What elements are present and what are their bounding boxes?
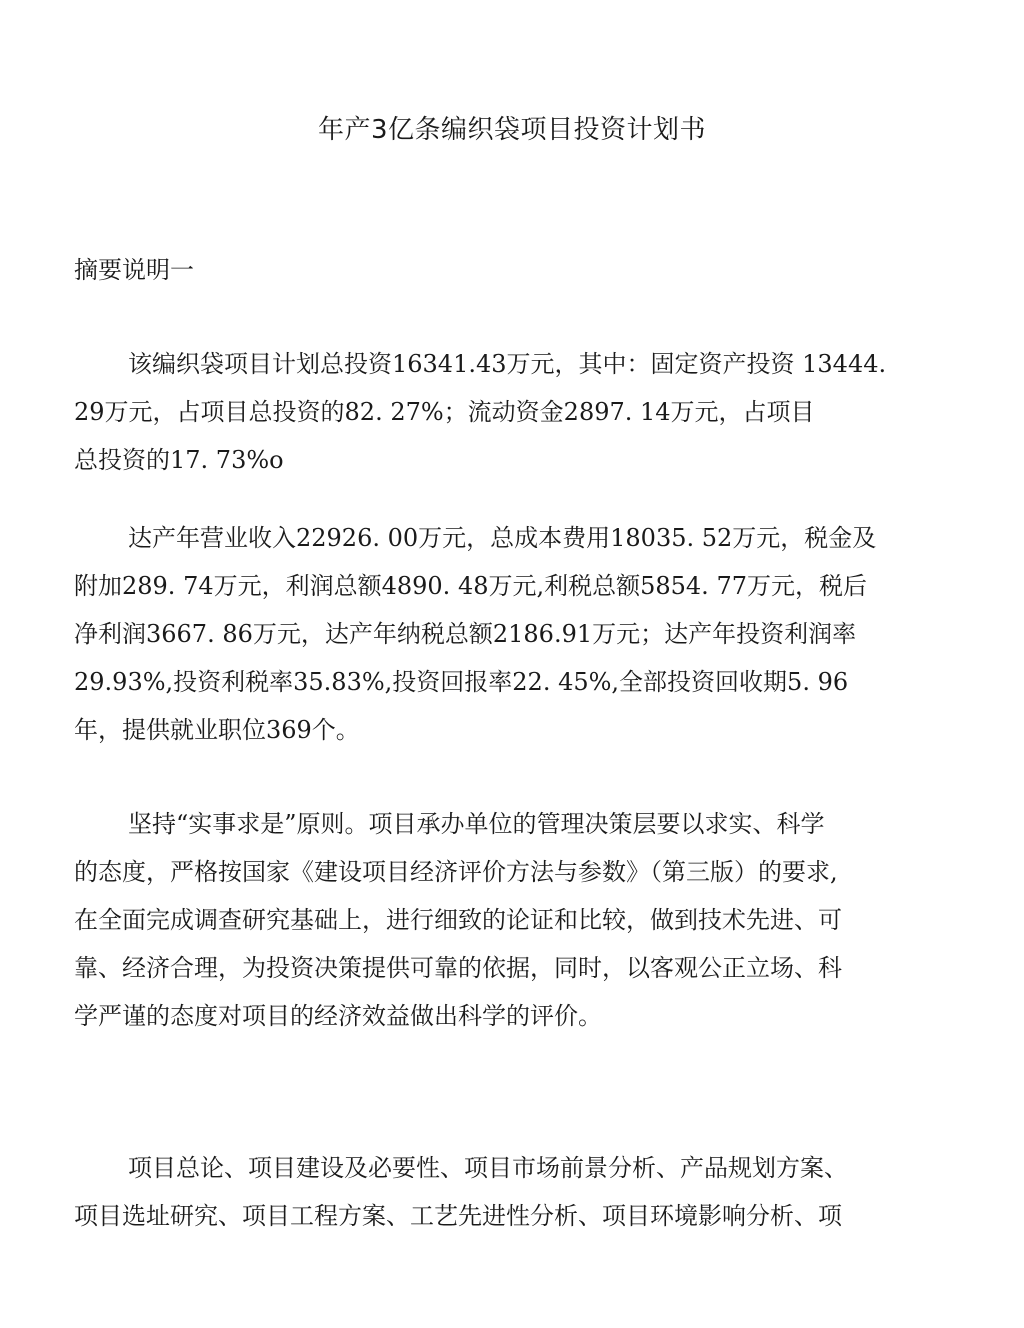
paragraph-line: 年，提供就业职位369个。	[74, 716, 360, 744]
paragraph-line: 29.93%,投资利税率35.83%,投资回报率22. 45%,全部投资回收期5. 96	[74, 668, 849, 696]
paragraph-line: 该编织袋项目计划总投资16341.43万元，其中：固定资产投资 13444.	[128, 350, 887, 378]
paragraph-line: 的态度，严格按国家《建设项目经济评价方法与参数》（第三版）的要求,	[74, 858, 838, 886]
paragraph-investment-summary	[74, 340, 934, 484]
paragraph-line: 附加289. 74万元，利润总额4890. 48万元,利税总额5854. 77万元，税后	[74, 572, 867, 600]
paragraph-line: 在全面完成调查研究基础上，进行细致的论证和比较，做到技术先进、可	[74, 906, 842, 934]
paragraph-line: 总投资的17. 73%o	[74, 446, 284, 474]
paragraph-line: 项目选址研究、项目工程方案、工艺先进性分析、项目环境影响分析、项	[74, 1202, 842, 1230]
paragraph-line: 学严谨的态度对项目的经济效益做出科学的评价。	[74, 1002, 602, 1030]
paragraph-line: 达产年营业收入22926. 00万元，总成本费用18035. 52万元，税金及	[128, 524, 877, 552]
paragraph-line: 靠、经济合理，为投资决策提供可靠的依据，同时，以客观公正立场、科	[74, 954, 842, 982]
section-heading: 摘要说明一	[74, 256, 194, 284]
paragraph-line: 坚持“实事求是”原则。项目承办单位的管理决策层要以求实、科学	[128, 810, 825, 838]
paragraph-financial-indicators	[74, 514, 934, 754]
paragraph-contents-overview	[74, 1144, 934, 1240]
paragraph-line: 净利润3667. 86万元，达产年纳税总额2186.91万元；达产年投资利润率	[74, 620, 857, 648]
paragraph-line: 29万元，占项目总投资的82. 27%；流动资金2897. 14万元，占项目	[74, 398, 815, 426]
paragraph-principles	[74, 800, 934, 1040]
paragraph-line: 项目总论、项目建设及必要性、项目市场前景分析、产品规划方案、	[128, 1154, 848, 1182]
document-title: 年产3亿条编织袋项目投资计划书	[317, 115, 707, 145]
